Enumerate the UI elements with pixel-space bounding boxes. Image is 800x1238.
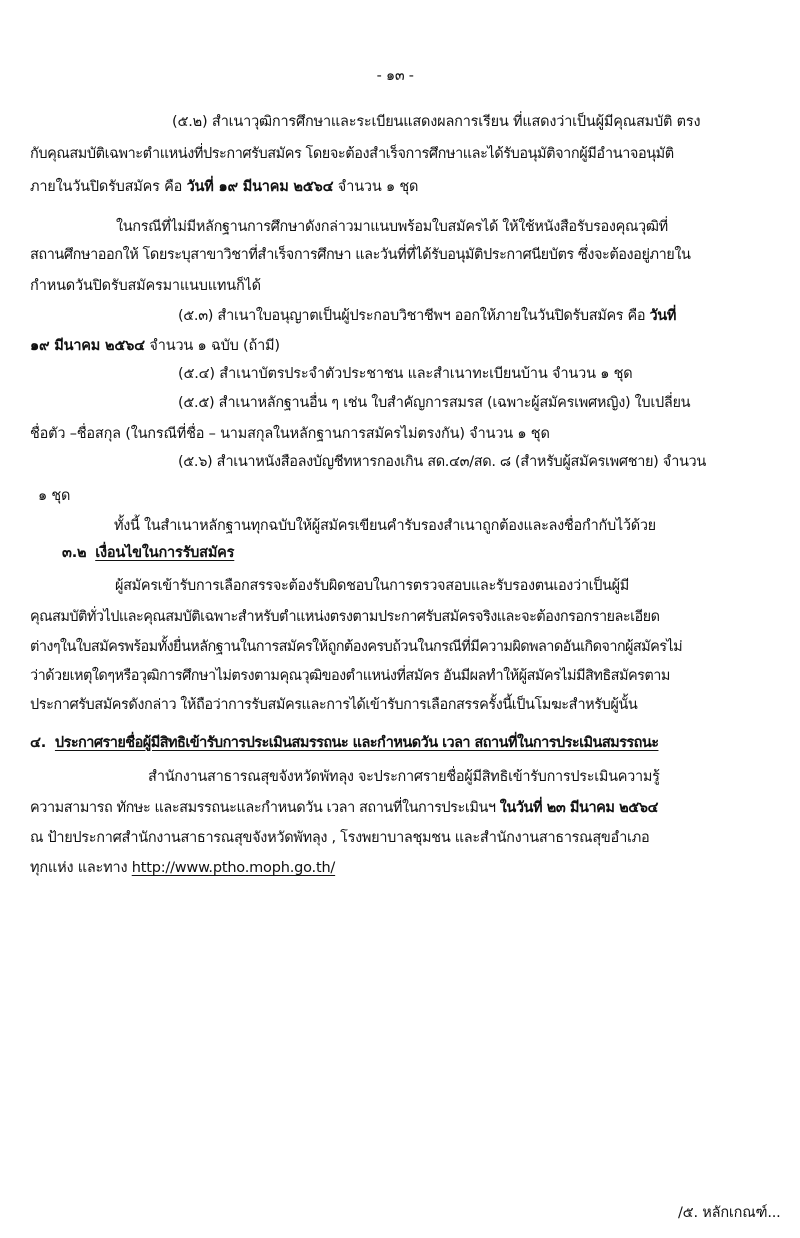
announce-date: ในวันที่ ๒๓ มีนาคม ๒๕๖๔	[499, 800, 659, 816]
section-number: ๓.๒	[62, 545, 87, 561]
deadline-date: วันที่ ๑๙ มีนาคม ๒๕๖๔	[186, 179, 334, 195]
text: ภายในวันปิดรับสมัคร คือ	[30, 179, 187, 195]
website-link[interactable]: http://www.ptho.moph.go.th/	[131, 860, 336, 876]
section-5-3-line-1	[178, 306, 676, 326]
section-number: ๔.	[30, 735, 47, 751]
text: (๕.๓) สำเนาใบอนุญาตเป็นผู้ประกอบวิชาชีพฯ ออกให้ภายในวันปิดรับสมัคร คือ	[178, 308, 650, 324]
section-4-heading	[30, 733, 658, 753]
section-3-2-line-3: ต่างๆในใบสมัครพร้อมทั้งยื่นหลักฐานในการสมัครให้ถูกต้องครบถ้วนในกรณีที่มีความผิดพลาดอันเกิดจากผู้สมัครไม่	[30, 639, 683, 655]
section-4-line-2	[30, 798, 658, 818]
section-3-2-line-4: ว่าด้วยเหตุใดๆหรือวุฒิการศึกษาไม่ตรงตามคุณวุฒิของตำแหน่งที่สมัคร อันมีผลทำให้ผู้สมัครไม่มีสิทธิสมัครตาม	[30, 668, 670, 684]
note-line-1: ในกรณีที่ไม่มีหลักฐานการศึกษาดังกล่าวมาแนบพร้อมใบสมัครได้ ให้ใช้หนังสือรับรองคุณวุฒิที่	[116, 219, 668, 235]
section-5-5-line-2: ชื่อตัว –ชื่อสกุล (ในกรณีที่ชื่อ – นามสกุลในหลักฐานการสมัครไม่ตรงกัน) จำนวน ๑ ชุด	[30, 426, 550, 442]
section-4-line-1: สำนักงานสาธารณสุขจังหวัดพัทลุง จะประกาศรายชื่อผู้มีสิทธิเข้ารับการประเมินความรู้	[148, 769, 660, 785]
section-5-2-line-2: กับคุณสมบัติเฉพาะตำแหน่งที่ประกาศรับสมัคร โดยจะต้องสำเร็จการศึกษาและได้รับอนุมัติจากผู้มีอำนาจอนุมัติ	[30, 146, 674, 162]
text: ความสามารถ ทักษะ และสมรรถนะและกำหนดวัน เวลา สถานที่ในการประเมินฯ	[30, 800, 500, 816]
note-line-3: กำหนดวันปิดรับสมัครมาแนบแทนก็ได้	[30, 278, 261, 294]
section-title: ประกาศรายชื่อผู้มีสิทธิเข้ารับการประเมินสมรรถนะ และกำหนดวัน เวลา สถานที่ในการประเมินสมรรถนะ	[54, 735, 659, 751]
note-line-2: สถานศึกษาออกให้ โดยระบุสาขาวิชาที่สำเร็จการศึกษา และวันที่ที่ได้รับอนุมัติประกาศนียบัตร ซึ่งจะต้องอยู่ภายใน	[30, 247, 691, 263]
text: ทุกแห่ง และทาง	[30, 860, 132, 876]
section-title: เงื่อนไขในการรับสมัคร	[95, 545, 235, 561]
section-5-2-line-3	[30, 177, 418, 197]
next-page-marker: /๕. หลักเกณฑ์...	[678, 1205, 781, 1221]
section-5-6-line-1: (๕.๖) สำเนาหนังสือลงบัญชีทหารกองเกิน สด.๔๓/สด. ๘ (สำหรับผู้สมัครเพศชาย) จำนวน	[178, 454, 706, 470]
text: จำนวน ๑ ฉบับ (ถ้ามี)	[144, 338, 280, 354]
section-5-2-line-1	[172, 112, 760, 132]
section-3-2-heading	[62, 543, 234, 563]
section-3-2-line-1: ผู้สมัครเข้ารับการเลือกสรรจะต้องรับผิดชอบในการตรวจสอบและรับรองตนเองว่าเป็นผู้มี	[115, 578, 629, 594]
section-4-line-3: ณ ป้ายประกาศสำนักงานสาธารณสุขจังหวัดพัทลุง , โรงพยาบาลชุมชน และสำนักงานสาธารณสุขอำเภอ	[30, 830, 650, 846]
section-5-3-line-2	[30, 336, 280, 356]
certify-note: ทั้งนี้ ในสำเนาหลักฐานทุกฉบับให้ผู้สมัครเขียนคำรับรองสำเนาถูกต้องและลงชื่อกำกับไว้ด้วย	[114, 518, 656, 534]
section-5-6-line-2: ๑ ชุด	[38, 488, 71, 504]
section-3-2-line-2: คุณสมบัติทั่วไปและคุณสมบัติเฉพาะสำหรับตำแหน่งตรงตามประกาศรับสมัครจริงและจะต้องกรอกรายละเอียด	[30, 609, 660, 625]
page-number: - ๑๓ -	[376, 68, 414, 84]
text-bold: วันที่	[649, 308, 677, 324]
section-3-2-line-5: ประกาศรับสมัครดังกล่าว ให้ถือว่าการรับสมัครและการได้เข้ารับการเลือกสรรครั้งนี้เป็นโมฆะสำหรับผู้นั้น	[30, 697, 638, 713]
section-5-5-line-1: (๕.๕) สำเนาหลักฐานอื่น ๆ เช่น ใบสำคัญการสมรส (เฉพาะผู้สมัครเพศหญิง) ใบเปลี่ยน	[178, 395, 691, 411]
text: (๕.๒) สำเนาวุฒิการศึกษาและระเบียนแสดงผลการเรียน ที่แสดงว่าเป็นผู้มีคุณสมบัติ ตรง	[172, 114, 701, 130]
deadline-date: ๑๙ มีนาคม ๒๕๖๔	[30, 338, 145, 354]
section-5-4-line-1: (๕.๔) สำเนาบัตรประจำตัวประชาชน และสำเนาทะเบียนบ้าน จำนวน ๑ ชุด	[178, 366, 633, 382]
section-4-line-4	[30, 858, 335, 878]
text: จำนวน ๑ ชุด	[333, 179, 419, 195]
